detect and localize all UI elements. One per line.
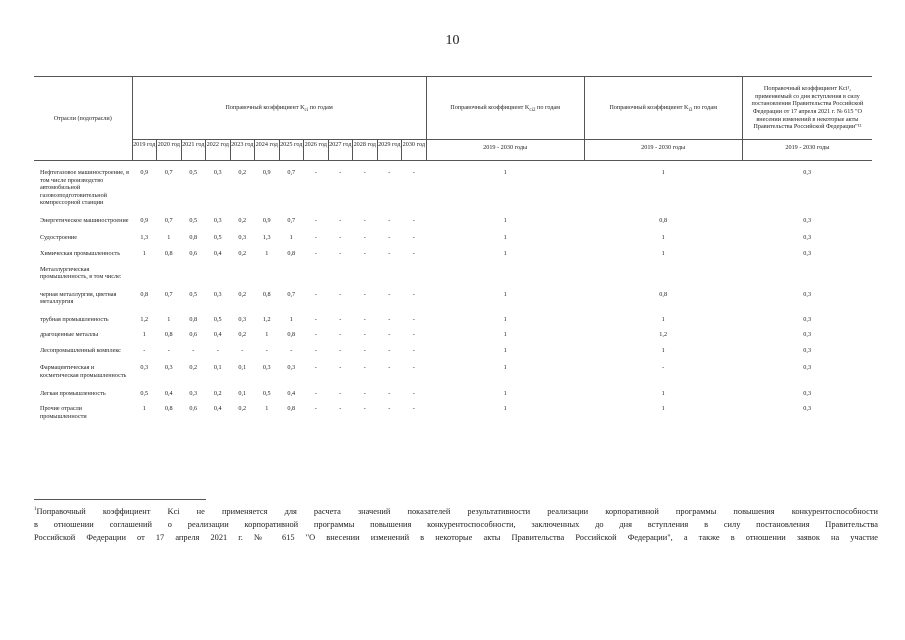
footnote-line-3: Российской Федерации от 17 апреля 2021 г. № 615 "О внесении изменений в некоторые акты Правительства Российской Федерации", а также в отношении заявок на участие (34, 533, 878, 542)
year-value-cell: - (363, 216, 366, 224)
k3-value-cell: 1 (661, 346, 665, 354)
year-value-cell: - (314, 216, 317, 224)
year-value-cell: - (363, 234, 366, 242)
year-value-cell: 1,3 (140, 234, 149, 242)
year-value-cell: - (412, 331, 415, 339)
year-value-cell: - (314, 315, 317, 323)
year-value-cell: 0,5 (189, 290, 198, 298)
k4-value-cell: 0,3 (803, 331, 812, 339)
year-value-cell: - (412, 315, 415, 323)
table-row (34, 380, 872, 398)
footnote-line-2: в отношении соглашений о реализации корпоративной программы повышения конкурентоспособности, заключенных до дня вступления в силу постановления Правительства (34, 520, 878, 529)
year-value-cell: 1 (265, 249, 269, 257)
year-value-cell: 0,8 (164, 249, 173, 257)
year-value-cell (353, 258, 378, 281)
year-2028: 2028 год (353, 140, 378, 161)
year-value-cell: - (265, 346, 268, 354)
year-value-cell: 0,5 (189, 216, 198, 224)
year-value-cell: - (290, 346, 293, 354)
year-value-cell: 0,5 (213, 234, 222, 242)
k2-value-cell: 1 (503, 331, 507, 339)
year-value-cell: - (339, 249, 342, 257)
year-value-cell: - (388, 234, 391, 242)
year-value-cell (279, 258, 304, 281)
industry-name: Судостроение (40, 234, 77, 242)
k4-value-cell: 0,3 (803, 364, 812, 372)
table-row (34, 354, 872, 379)
year-value-cell: - (388, 346, 391, 354)
year-value-cell: - (167, 346, 170, 354)
year-value-cell: - (363, 169, 366, 176)
year-value-cell: 0,9 (140, 169, 149, 176)
year-value-cell: - (314, 249, 317, 257)
year-value-cell: 0,6 (189, 331, 198, 339)
year-value-cell: 0,2 (189, 364, 198, 372)
year-value-cell: 0,3 (213, 290, 222, 298)
year-value-cell: 0,8 (189, 315, 198, 323)
year-value-cell: - (314, 364, 317, 372)
year-value-cell: 0,1 (238, 389, 247, 397)
year-value-cell: 0,3 (262, 364, 271, 372)
year-value-cell: - (388, 364, 391, 372)
k3-value-cell: 1 (661, 249, 665, 257)
k4-value-cell (742, 258, 872, 281)
year-value-cell: 0,2 (238, 169, 247, 176)
year-2021: 2021 год (181, 140, 206, 161)
year-value-cell: - (412, 234, 415, 242)
industry-name: Прочие отрасли промышленности (40, 405, 87, 420)
page-number: 10 (445, 33, 460, 48)
year-value-cell: - (314, 405, 317, 413)
year-value-cell: - (388, 331, 391, 339)
year-value-cell: 0,8 (140, 290, 149, 298)
year-value-cell: 0,3 (164, 364, 173, 372)
k3-value-cell: 1 (661, 389, 665, 397)
year-2026: 2026 год (304, 140, 329, 161)
k4-value-cell: 0,3 (803, 234, 812, 242)
year-2030: 2030 год (402, 140, 427, 161)
k3-value-cell: 1,2 (659, 331, 668, 339)
year-value-cell: - (216, 346, 219, 354)
year-value-cell: 0,6 (189, 405, 198, 413)
year-2024: 2024 год (255, 140, 280, 161)
year-2019: 2019 год (132, 140, 157, 161)
year-value-cell: 0,2 (213, 389, 222, 397)
year-2023: 2023 год (230, 140, 255, 161)
industry-name: Энергетическое машиностроение (40, 216, 129, 224)
year-value-cell: 0,3 (213, 169, 222, 176)
year-value-cell: - (339, 290, 342, 298)
year-value-cell: - (412, 249, 415, 257)
year-value-cell: - (241, 346, 244, 354)
table-row (34, 281, 872, 306)
year-value-cell: 0,5 (140, 389, 149, 397)
year-value-cell: 0,6 (189, 249, 198, 257)
year-value-cell: 0,3 (213, 216, 222, 224)
k4-value-cell: 0,3 (803, 389, 812, 397)
year-value-cell: - (363, 389, 366, 397)
year-value-cell: 0,8 (287, 249, 296, 257)
year-value-cell: 1 (289, 234, 293, 242)
table-row (34, 397, 872, 420)
range-k4: 2019 - 2030 годы (742, 140, 872, 161)
year-value-cell: - (314, 331, 317, 339)
k4-value-cell: 0,3 (803, 315, 812, 323)
k4-value-cell: 0,3 (803, 346, 812, 354)
year-value-cell: 0,3 (287, 364, 296, 372)
k3-value-cell: 0,8 (659, 216, 668, 224)
year-value-cell (157, 258, 182, 281)
k3-value-cell (584, 258, 742, 281)
year-value-cell: 1 (265, 405, 269, 413)
year-value-cell: 0,7 (164, 169, 173, 176)
header-k3: Поправочный коэффициент $K_{i3}$ по годам (584, 77, 742, 140)
year-value-cell: 0,5 (189, 169, 198, 176)
year-value-cell: - (363, 331, 366, 339)
industry-name: Лесопромышленный комплекс (40, 346, 121, 354)
year-value-cell: - (412, 346, 415, 354)
k4-value-cell: 0,3 (803, 216, 812, 224)
year-value-cell: - (339, 234, 342, 242)
year-value-cell (304, 258, 329, 281)
year-value-cell: - (388, 389, 391, 397)
k2-value-cell: 1 (503, 315, 507, 323)
k2-value-cell: 1 (503, 346, 507, 354)
table-row (34, 207, 872, 225)
year-value-cell: 0,2 (238, 331, 247, 339)
year-value-cell: 1 (142, 331, 146, 339)
year-value-cell: 0,5 (213, 315, 222, 323)
year-value-cell: 0,2 (238, 290, 247, 298)
year-value-cell: - (314, 169, 317, 176)
footnote (34, 505, 878, 544)
range-k2: 2019 - 2030 годы (426, 140, 584, 161)
year-value-cell: 0,3 (238, 234, 247, 242)
industry-name: Нефтегазовое машиностроение, в том числе производство автомобильной газовозподготовительной компрессорной станции (40, 169, 130, 207)
year-value-cell: - (143, 346, 146, 354)
year-value-cell: 0,8 (287, 405, 296, 413)
year-value-cell: 0,2 (238, 216, 247, 224)
year-value-cell: - (339, 389, 342, 397)
industry-name: черная металлургия, цветная металлургия (40, 290, 117, 306)
year-value-cell (132, 258, 157, 281)
header-k4: Поправочный коэффициент Kci¹, применяемый со дня вступления в силу постановления Правительства Российской Федерации от 17 апреля 2021 г. № 615 "О внесении изменений в некоторые акты Правительства Российской Федерации"¹² (742, 77, 872, 140)
year-value-cell: 0,7 (287, 290, 296, 298)
year-value-cell: - (314, 234, 317, 242)
k3-value-cell: 1 (661, 169, 665, 176)
industry-name: Металлургическая промышленность, в том числе: (40, 265, 122, 281)
k4-value-cell: 0,3 (803, 290, 812, 298)
year-value-cell: 1 (142, 405, 146, 413)
year-value-cell: - (314, 389, 317, 397)
year-value-cell: 0,4 (287, 389, 296, 397)
year-value-cell (402, 258, 427, 281)
year-2022: 2022 год (206, 140, 231, 161)
k2-value-cell: 1 (503, 290, 507, 298)
header-industry: Отрасли (подотрасли) (34, 77, 132, 161)
year-value-cell: 0,2 (238, 249, 247, 257)
year-value-cell: - (339, 169, 342, 176)
year-value-cell: - (388, 216, 391, 224)
year-value-cell: - (412, 169, 415, 176)
year-value-cell: - (412, 364, 415, 372)
year-value-cell: - (388, 169, 391, 176)
table-row (34, 339, 872, 355)
year-2025: 2025 год (279, 140, 304, 161)
year-value-cell: 0,8 (164, 405, 173, 413)
year-value-cell: 0,1 (238, 364, 247, 372)
year-value-cell: 1 (167, 315, 171, 323)
table-row (34, 258, 872, 281)
year-value-cell: 0,4 (213, 331, 222, 339)
k3-value-cell: 1 (661, 405, 665, 413)
industry-name: Химическая промышленность (40, 249, 121, 257)
year-value-cell: - (339, 315, 342, 323)
industry-name: Фармацевтическая и косметическая промышленность (40, 364, 127, 379)
year-value-cell: 0,7 (287, 216, 296, 224)
year-value-cell: - (339, 364, 342, 372)
year-value-cell: 0,3 (189, 389, 198, 397)
k3-value-cell: 1 (661, 315, 665, 323)
k4-value-cell: 0,3 (803, 405, 812, 413)
year-value-cell: - (314, 290, 317, 298)
year-value-cell: 0,7 (287, 169, 296, 176)
year-value-cell (255, 258, 280, 281)
industry-name: драгоценные металлы (40, 331, 99, 339)
year-value-cell: 0,9 (140, 216, 149, 224)
year-value-cell (230, 258, 255, 281)
range-k3: 2019 - 2030 годы (584, 140, 742, 161)
k3-value-cell: - (662, 364, 665, 372)
year-value-cell: - (314, 346, 317, 354)
year-value-cell (377, 258, 402, 281)
year-value-cell: - (363, 346, 366, 354)
year-value-cell: - (412, 405, 415, 413)
industry-name: трубная промышленность (40, 315, 109, 323)
year-value-cell: 1 (265, 331, 269, 339)
k2-value-cell (426, 258, 584, 281)
year-value-cell: - (388, 405, 391, 413)
year-value-cell: - (339, 216, 342, 224)
industry-name: Легкая промышленность (40, 389, 106, 397)
year-value-cell: 0,7 (164, 290, 173, 298)
table-row (34, 323, 872, 339)
table-row (34, 224, 872, 242)
table-row (34, 161, 872, 207)
year-value-cell: - (192, 346, 195, 354)
year-value-cell: 0,2 (238, 405, 247, 413)
year-value-cell: - (363, 405, 366, 413)
header-k1: Поправочный коэффициент $K_{ci}$ по годам (132, 77, 426, 140)
year-value-cell: - (388, 290, 391, 298)
footnote-separator (34, 499, 206, 500)
k2-value-cell: 1 (503, 249, 507, 257)
table-row (34, 242, 872, 258)
year-value-cell: 0,8 (189, 234, 198, 242)
year-value-cell: - (363, 290, 366, 298)
coefficients-table (34, 76, 872, 420)
k2-value-cell: 1 (503, 234, 507, 242)
year-value-cell: 0,7 (164, 216, 173, 224)
year-value-cell: - (412, 389, 415, 397)
year-value-cell: 0,4 (213, 405, 222, 413)
year-value-cell: - (412, 216, 415, 224)
year-2029: 2029 год (377, 140, 402, 161)
k2-value-cell: 1 (503, 389, 507, 397)
header-k2: Поправочный коэффициент $K_{ci2}$ по годам (426, 77, 584, 140)
year-value-cell: 0,1 (213, 364, 222, 372)
k3-value-cell: 0,8 (659, 290, 668, 298)
year-value-cell: 1 (289, 315, 293, 323)
year-value-cell: 0,4 (164, 389, 173, 397)
year-value-cell: - (363, 249, 366, 257)
year-value-cell: - (339, 331, 342, 339)
year-value-cell: - (412, 290, 415, 298)
year-value-cell: 0,8 (262, 290, 271, 298)
k2-value-cell: 1 (503, 364, 507, 372)
year-value-cell (181, 258, 206, 281)
year-2020: 2020 год (157, 140, 182, 161)
year-value-cell: 0,4 (213, 249, 222, 257)
year-2027: 2027 год (328, 140, 353, 161)
year-value-cell: 0,9 (262, 216, 271, 224)
year-value-cell: 1,2 (140, 315, 149, 323)
year-value-cell: 0,8 (164, 331, 173, 339)
year-value-cell: 0,5 (262, 389, 271, 397)
year-value-cell: 1,3 (262, 234, 271, 242)
year-value-cell: 0,8 (287, 331, 296, 339)
year-value-cell: 0,3 (238, 315, 247, 323)
year-value-cell: - (339, 346, 342, 354)
year-value-cell: - (363, 315, 366, 323)
k3-value-cell: 1 (661, 234, 665, 242)
k4-value-cell: 0,3 (803, 249, 812, 257)
year-value-cell (328, 258, 353, 281)
k2-value-cell: 1 (503, 169, 507, 176)
year-value-cell: 1 (167, 234, 171, 242)
year-value-cell: 0,3 (140, 364, 149, 372)
year-value-cell: - (388, 315, 391, 323)
year-value-cell: 1,2 (262, 315, 271, 323)
year-value-cell (206, 258, 231, 281)
k2-value-cell: 1 (503, 216, 507, 224)
year-value-cell: 0,9 (262, 169, 271, 176)
year-value-cell: - (388, 249, 391, 257)
year-value-cell: - (339, 405, 342, 413)
year-value-cell: - (363, 364, 366, 372)
k2-value-cell: 1 (503, 405, 507, 413)
table-row (34, 306, 872, 324)
year-value-cell: 1 (142, 249, 146, 257)
k4-value-cell: 0,3 (803, 169, 812, 176)
footnote-line-1: $^1$Поправочный коэффициент Kci не применяется для расчета значений показателей результативности реализации корпоративной программы повышения конкурентоспособности (34, 507, 878, 516)
